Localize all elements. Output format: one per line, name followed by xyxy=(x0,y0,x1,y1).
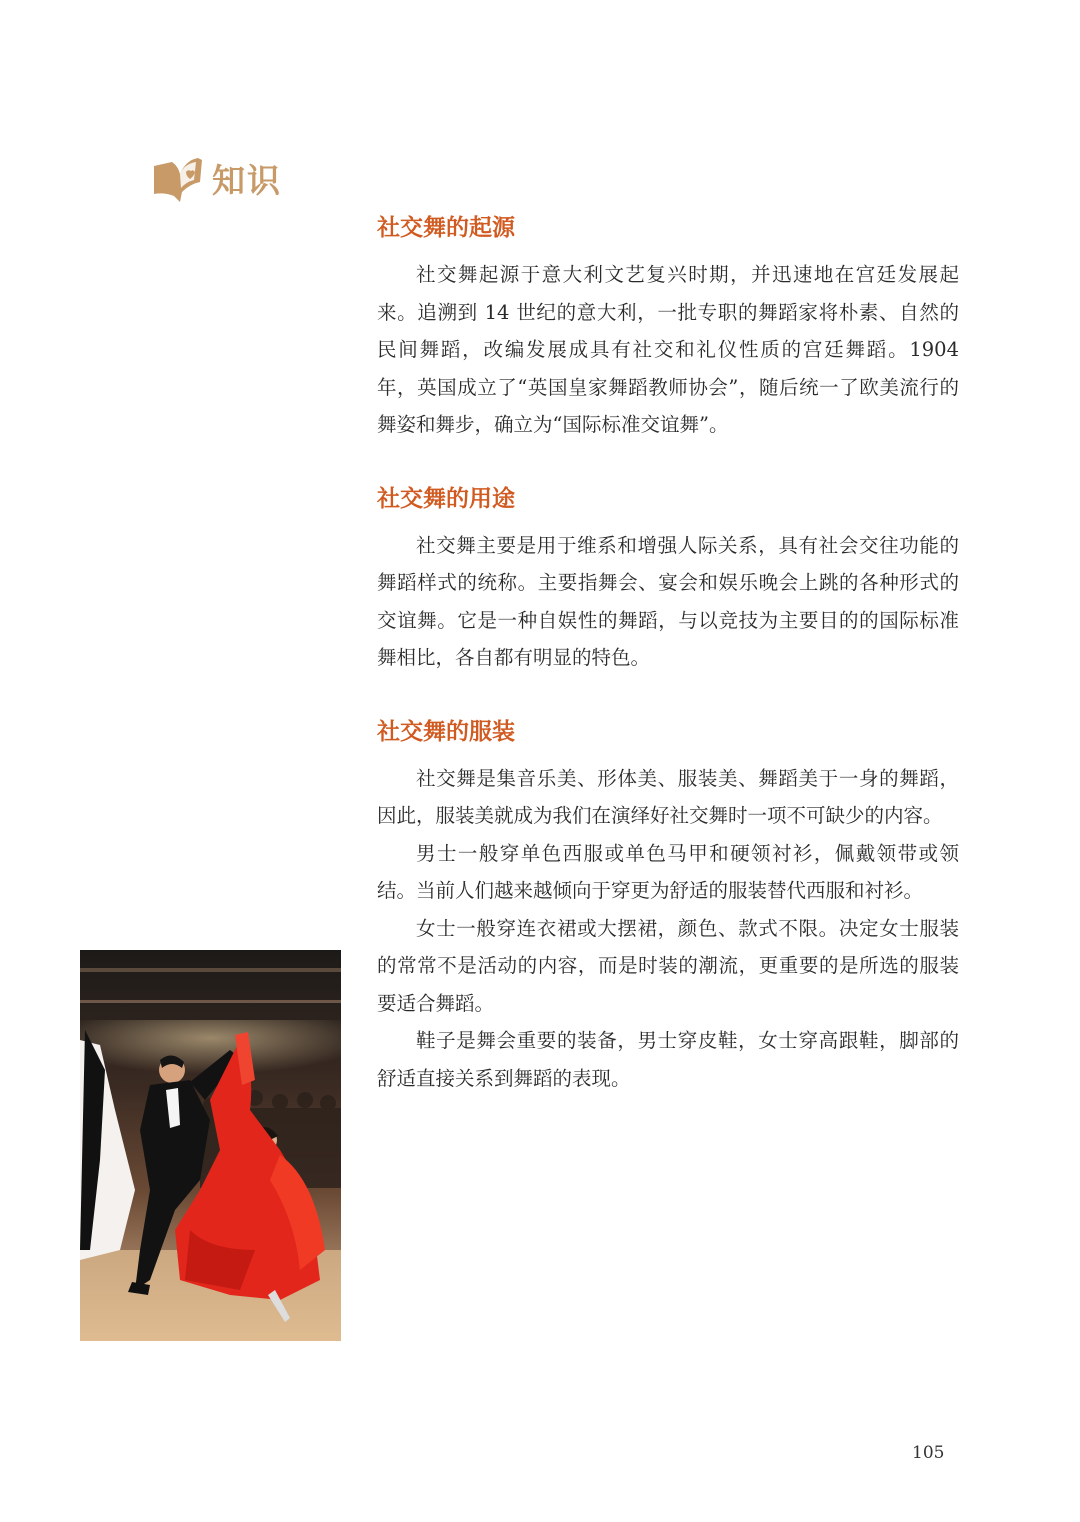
section-header xyxy=(150,152,282,204)
section-heading: 社交舞的起源 xyxy=(377,214,515,241)
section-costume xyxy=(377,712,959,1098)
paragraph: 男士一般穿单色西服或单色马甲和硬领衬衫，佩戴领带或领结。当前人们越来越倾向于穿更为舒适的服装替代西服和衬衫。 xyxy=(377,841,959,902)
section-heading: 社交舞的用途 xyxy=(377,484,515,512)
page-number: 105 xyxy=(912,1443,945,1463)
paragraph: 鞋子是舞会重要的装备，男士穿皮鞋，女士穿高跟鞋，脚部的舒适直接关系到舞蹈的表现。 xyxy=(377,1029,959,1090)
paragraph: 女士一般穿连衣裙或大摆裙，颜色、款式不限。决定女士服装的常常不是活动的内容，而是时装的潮流，更重要的是所选的服装要适合舞蹈。 xyxy=(377,916,959,1015)
section-origin xyxy=(377,208,959,444)
book-heart-icon xyxy=(150,152,206,204)
ballroom-dancers-photo xyxy=(80,950,341,1341)
section-title: 知识 xyxy=(212,160,282,200)
article-body xyxy=(377,208,959,1132)
section-usage xyxy=(377,479,959,677)
paragraph: 社交舞起源于意大利文艺复兴时期，并迅速地在宫廷发展起来。追溯到 14 世纪的意大利，一批专职的舞蹈家将朴素、自然的民间舞蹈，改编发展成具有社交和礼仪性质的宫廷舞蹈。1904 年，英国成立了“英国皇家舞蹈教师协会”，随后统一了欧美流行的舞姿和舞步，确立为“国际标准交谊舞”。 xyxy=(377,263,959,436)
section-heading: 社交舞的服装 xyxy=(377,717,515,745)
paragraph: 社交舞是集音乐美、形体美、服装美、舞蹈美于一身的舞蹈，因此，服装美就成为我们在演绎好社交舞时一项不可缺少的内容。 xyxy=(377,766,959,827)
paragraph: 社交舞主要是用于维系和增强人际关系，具有社会交往功能的舞蹈样式的统称。主要指舞会、宴会和娱乐晚会上跳的各种形式的交谊舞。它是一种自娱性的舞蹈，与以竞技为主要目的的国际标准舞相比，各自都有明显的特色。 xyxy=(377,533,959,669)
